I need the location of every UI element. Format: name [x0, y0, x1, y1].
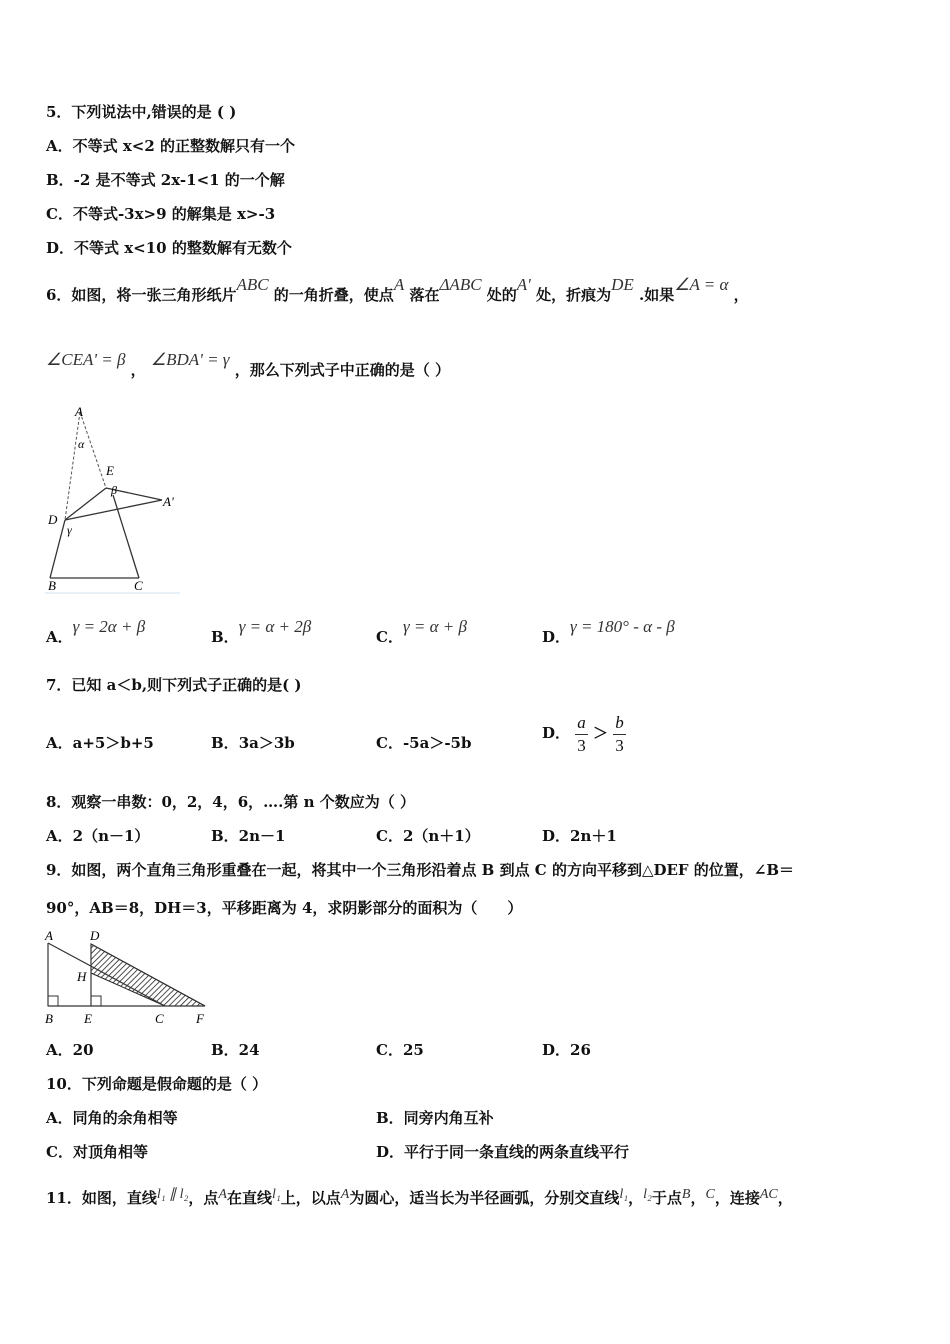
- q6-label-beta: β: [111, 483, 117, 497]
- q11-math-parallel: l₁ ∥ l₂: [156, 1187, 189, 1202]
- q6-stem-line2: ∠CEA' = β ， ∠BDA' = γ ，那么下列式子中正确的是（ ）: [46, 350, 450, 379]
- q6-stem-line1: 6．如图，将一张三角形纸片ABC 的一角折叠，使点A 落在ΔABC 处的A' 处，折痕为DE .如果∠A = α ，: [46, 275, 749, 304]
- q8-option-b: B．2n－1: [211, 827, 286, 845]
- q10-option-c: C．对顶角相等: [46, 1143, 148, 1161]
- q6-label-c: C: [134, 578, 143, 593]
- q7-fraction-a-over-3: $\frac{a}{3}$: [577, 712, 586, 755]
- q6-math-angle-a: ∠A = α: [674, 275, 729, 294]
- q9-label-h: H: [77, 969, 87, 984]
- q8-option-d: D．2n＋1: [542, 827, 617, 845]
- q9-label-c: C: [155, 1011, 164, 1026]
- q7-option-b: B．3a＞3b: [211, 734, 295, 752]
- q5-option-a: A．不等式 x<2 的正整数解只有一个: [46, 137, 296, 155]
- q6-label-a-prime: A': [163, 494, 174, 509]
- q10-option-d: D．平行于同一条直线的两条直线平行: [376, 1143, 630, 1161]
- q6-option-b: B．γ = α + 2β: [211, 617, 312, 646]
- q11-stem: 11．如图，直线l₁ ∥ l₂，点A在直线l₁上，以点A为圆心，适当长为半径画弧，分别交直线l₁，l₂于点B，C，连接AC，: [46, 1187, 793, 1207]
- q9-label-f: F: [196, 1011, 204, 1026]
- q6-math-abc: ABC: [236, 275, 269, 294]
- q6-label-d: D: [48, 512, 58, 527]
- q9-label-e: E: [84, 1011, 92, 1026]
- q5-option-d: D．不等式 x<10 的整数解有无数个: [46, 239, 292, 257]
- q9-option-c: C．25: [376, 1041, 424, 1059]
- q7-option-d: D． $\frac{a}{3}$ ＞ $\frac{b}{3}$: [542, 712, 624, 755]
- q9-option-b: B．24: [211, 1041, 260, 1059]
- q10-option-b: B．同旁内角互补: [376, 1109, 494, 1127]
- q5-stem: 5．下列说法中,错误的是 ( ): [46, 103, 237, 121]
- q6-label-gamma: γ: [67, 523, 72, 537]
- q9-stem-line1: 9．如图，两个直角三角形重叠在一起，将其中一个三角形沿着点 B 到点 C 的方向平移到△DEF 的位置，∠B＝: [46, 861, 795, 879]
- q7-option-c: C．-5a＞-5b: [376, 734, 472, 752]
- q6-option-d: D．γ = 180° - α - β: [542, 617, 675, 646]
- q9-triangles-figure: [40, 925, 220, 1030]
- q6-math-de: DE: [611, 275, 634, 294]
- q6-math-angle-bda: ∠BDA' = γ: [150, 350, 230, 369]
- q6-label-a: A: [75, 404, 83, 419]
- q6-label-alpha: α: [78, 437, 85, 451]
- q7-stem: 7．已知 a＜b,则下列式子正确的是( ): [46, 676, 302, 694]
- q9-stem-line2: 90°，AB＝8，DH＝3，平移距离为 4，求阴影部分的面积为（ ）: [46, 899, 523, 917]
- q9-option-d: D．26: [542, 1041, 591, 1059]
- q7-option-a: A．a+5＞b+5: [46, 734, 154, 752]
- q9-option-a: A．20: [46, 1041, 94, 1059]
- q9-label-d: D: [90, 928, 100, 943]
- q9-label-a: A: [45, 928, 53, 943]
- q5-option-b: B．-2 是不等式 2x-1<1 的一个解: [46, 171, 285, 189]
- q8-option-a: A．2（n－1）: [46, 827, 150, 845]
- q6-math-triangle-abc: ΔABC: [439, 275, 482, 294]
- q6-math-a-prime: A': [516, 275, 531, 294]
- q10-option-a: A．同角的余角相等: [46, 1109, 178, 1127]
- q6-option-c: C．γ = α + β: [376, 617, 467, 646]
- q7-fraction-b-over-3: $\frac{b}{3}$: [615, 712, 624, 755]
- q6-label-b: B: [48, 578, 56, 593]
- q8-option-c: C．2（n＋1）: [376, 827, 480, 845]
- q10-stem: 10．下列命题是假命题的是（ ）: [46, 1075, 268, 1093]
- q6-math-a: A: [393, 275, 405, 294]
- q6-fold-figure: [40, 400, 190, 596]
- q9-label-b: B: [45, 1011, 53, 1026]
- q6-option-a: A．γ = 2α + β: [46, 617, 146, 646]
- q5-option-c: C．不等式-3x>9 的解集是 x>-3: [46, 205, 276, 223]
- q6-label-e: E: [106, 463, 114, 478]
- q6-math-angle-cea: ∠CEA' = β: [46, 350, 126, 369]
- q8-stem: 8．观察一串数：0，2，4，6，….第 n 个数应为（ ）: [46, 793, 415, 811]
